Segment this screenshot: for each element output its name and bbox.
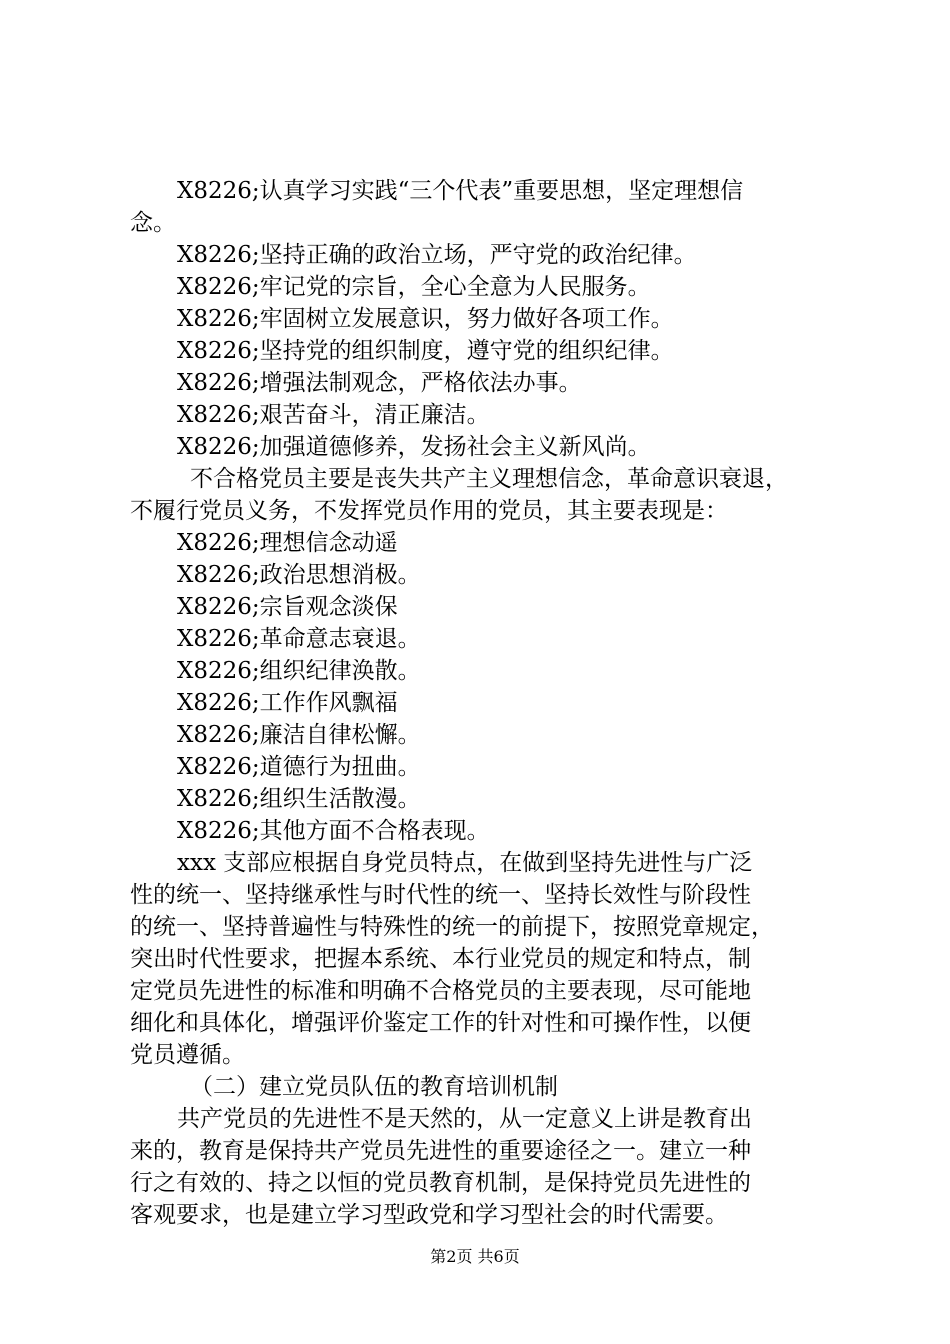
list-item: X8226;牢记党的宗旨，全心全意为人民服务。	[177, 274, 651, 300]
list-item: X8226;牢固树立发展意识，努力做好各项工作。	[177, 306, 674, 332]
paragraph-line: 共产党员的先进性不是天然的，从一定意义上讲是教育出	[177, 1106, 752, 1132]
list-item: X8226;坚持正确的政治立场，严守党的政治纪律。	[177, 242, 697, 268]
list-item: X8226;政治思想消极。	[177, 562, 421, 588]
paragraph-line: 客观要求，也是建立学习型政党和学习型社会的时代需要。	[130, 1202, 728, 1228]
list-item: X8226;工作作风飘福	[177, 690, 398, 716]
paragraph-line: 的统一、坚持普遍性与特殊性的统一的前提下，按照党章规定，	[130, 914, 774, 940]
paragraph-line: 定党员先进性的标准和明确不合格党员的主要表现，尽可能地	[130, 978, 751, 1004]
list-item: X8226;艰苦奋斗，清正廉洁。	[177, 402, 490, 428]
paragraph-line: 性的统一、坚持继承性与时代性的统一、坚持长效性与阶段性	[130, 882, 751, 908]
list-item: X8226;组织生活散漫。	[177, 786, 421, 812]
paragraph-line: 行之有效的、持之以恒的党员教育机制，是保持党员先进性的	[130, 1170, 751, 1196]
list-item: X8226;加强道德修养，发扬社会主义新风尚。	[177, 434, 651, 460]
paragraph-line: xxx 支部应根据自身党员特点，在做到坚持先进性与广泛	[177, 850, 753, 876]
paragraph-line: 不合格党员主要是丧失共产主义理想信念，革命意识衰退，	[190, 466, 788, 492]
list-item: X8226;宗旨观念淡保	[177, 594, 398, 620]
list-item: X8226;理想信念动遥	[177, 530, 398, 556]
page-footer	[0, 1244, 950, 1267]
list-item: X8226;增强法制观念，严格依法办事。	[177, 370, 582, 396]
document-body	[130, 175, 830, 1231]
paragraph-line: 细化和具体化，增强评价鉴定工作的针对性和可操作性，以便	[130, 1010, 751, 1036]
section-heading: （二）建立党员队伍的教育培训机制	[190, 1074, 558, 1100]
text-line: 念。	[130, 210, 176, 236]
list-item: X8226;认真学习实践“三个代表”重要思想，坚定理想信	[177, 178, 744, 204]
page-number: 第2页 共6页	[430, 1247, 520, 1266]
paragraph-line: 党员遵循。	[130, 1042, 245, 1068]
list-item: X8226;坚持党的组织制度，遵守党的组织纪律。	[177, 338, 674, 364]
paragraph-line: 突出时代性要求，把握本系统、本行业党员的规定和特点，制	[130, 946, 751, 972]
list-item: X8226;廉洁自律松懈。	[177, 722, 421, 748]
list-item: X8226;组织纪律涣散。	[177, 658, 421, 684]
list-item: X8226;道德行为扭曲。	[177, 754, 421, 780]
list-item: X8226;其他方面不合格表现。	[177, 818, 490, 844]
paragraph-line: 来的，教育是保持共产党员先进性的重要途径之一。建立一种	[130, 1138, 751, 1164]
list-item: X8226;革命意志衰退。	[177, 626, 421, 652]
paragraph-line: 不履行党员义务，不发挥党员作用的党员，其主要表现是：	[130, 498, 728, 524]
